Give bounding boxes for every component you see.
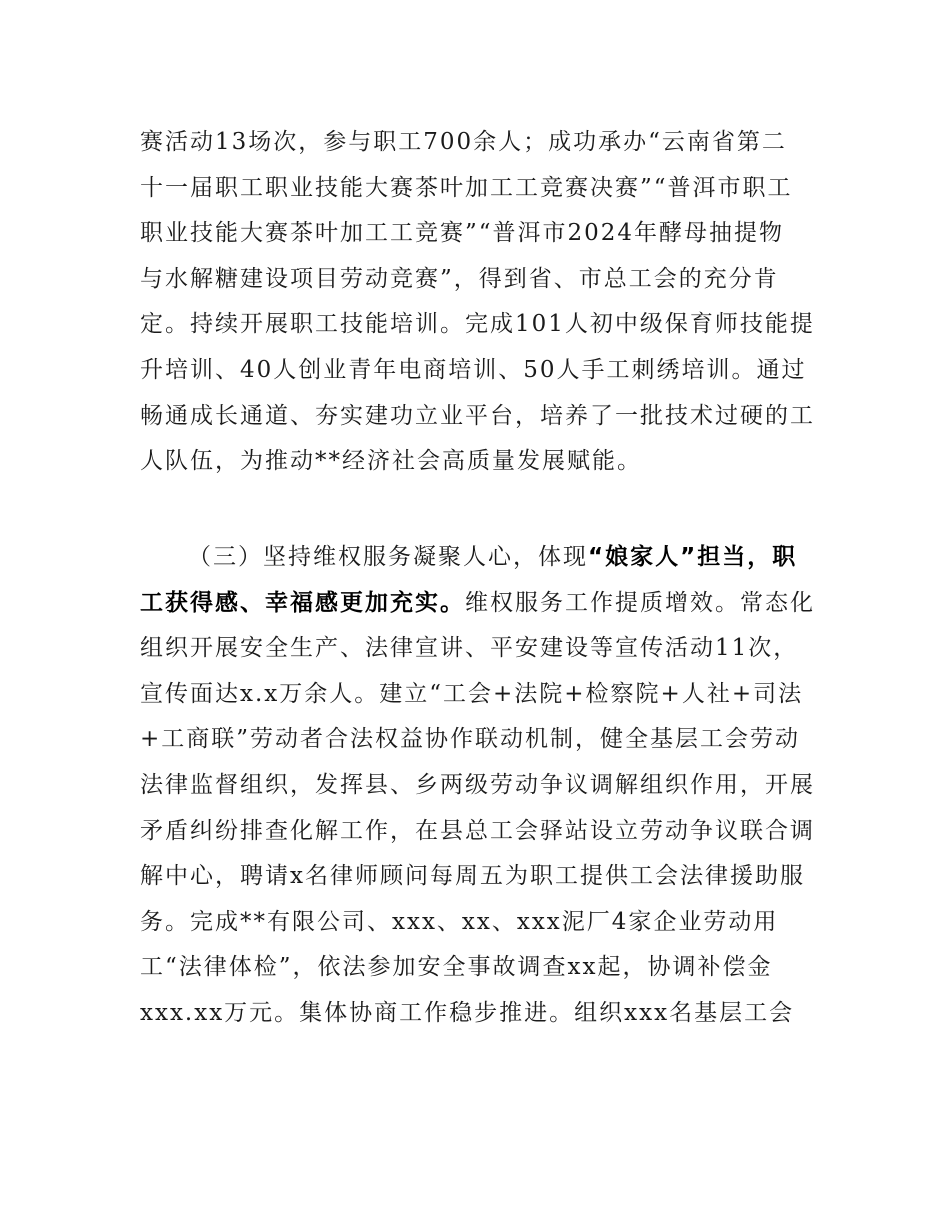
paragraph-skills-competition xyxy=(140,120,830,485)
text-line: 人队伍，为推动**经济社会高质量发展赋能。 xyxy=(140,448,642,475)
section-heading-bold: “娘家人”担当，职 xyxy=(588,544,798,570)
text-line: 升培训、40人创业青年电商培训、50人手工刺绣培训。通过 xyxy=(140,356,807,383)
text-line: 十一届职工职业技能大赛茶叶加工工竞赛决赛”“普洱市职工 xyxy=(140,174,793,201)
text-line: 矛盾纠纷排查化解工作，在县总工会驿站设立劳动争议联合调 xyxy=(140,817,815,844)
text-line: 务。完成**有限公司、xxx、xx、xxx泥厂4家企业劳动用 xyxy=(140,908,779,935)
section-heading-line xyxy=(140,535,830,581)
section-heading-prefix: （三）坚持维权服务凝聚人心，体现 xyxy=(188,544,588,570)
text-line: 工“法律体检”，依法参加安全事故调查xx起，协调补偿金 xyxy=(140,954,773,981)
text-line: 畅通成长通道、夯实建功立业平台，培养了一批技术过硬的工 xyxy=(140,402,815,429)
section-heading-bold-cont: 工获得感、幸福感更加充实。 xyxy=(140,589,465,616)
paragraph-rights-protection xyxy=(140,535,830,1037)
text-line: 组织开展安全生产、法律宣讲、平安建设等宣传活动11次， xyxy=(140,635,799,662)
text-line: 宣传面达x.x万余人。建立“工会+法院+检察院+人社+司法 xyxy=(140,680,804,707)
text-line: +工商联”劳动者合法权益协作联动机制，健全基层工会劳动 xyxy=(140,726,801,753)
text-line: 解中心，聘请x名律师顾问每周五为职工提供工会法律援助服 xyxy=(140,863,805,890)
section-body-start: 维权服务工作提质增效。常态化 xyxy=(465,589,815,616)
text-line: 与水解糖建设项目劳动竞赛”，得到省、市总工会的充分肯 xyxy=(140,265,779,292)
text-line: 职业技能大赛茶叶加工工竞赛”“普洱市2024年酵母抽提物 xyxy=(140,220,785,247)
text-line: xxx.xx万元。集体协商工作稳步推进。组织xxx名基层工会 xyxy=(140,999,795,1026)
text-line: 定。持续开展职工技能培训。完成101人初中级保育师技能提 xyxy=(140,311,815,338)
text-line: 法律监督组织，发挥县、乡两级劳动争议调解组织作用，开展 xyxy=(140,771,815,798)
text-line: 赛活动13场次，参与职工700余人；成功承办“云南省第二 xyxy=(140,129,787,155)
section-heading-line-2 xyxy=(140,581,830,627)
